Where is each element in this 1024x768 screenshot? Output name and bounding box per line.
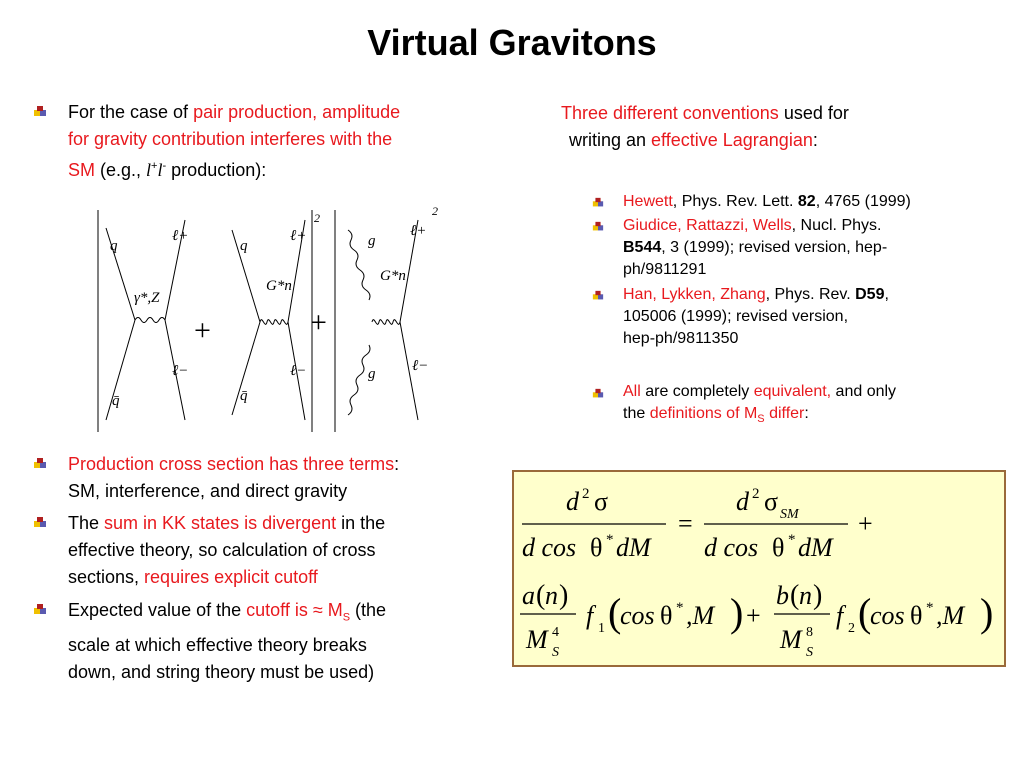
svg-text:,M: ,M: [936, 601, 965, 630]
d3-lm: ℓ−: [412, 358, 429, 374]
d3-g: g: [368, 233, 376, 249]
svg-text:): ): [813, 580, 823, 611]
bullet-icon: [33, 105, 47, 119]
svg-text:(: (: [790, 580, 800, 611]
bullet-divergent-sum: The sum in KK states is divergent in the effective theory, so calculation of cross sections, requires explicit cutoff: [68, 513, 386, 587]
svg-text:dM: dM: [798, 533, 833, 562]
d2-lm: ℓ−: [290, 363, 307, 379]
svg-text:σ: σ: [594, 487, 609, 516]
d2-q: q: [240, 238, 248, 254]
d2-lp: ℓ+: [290, 228, 307, 244]
svg-text:n: n: [545, 581, 558, 610]
svg-text:*: *: [926, 600, 934, 616]
d1-prop: γ*,Z: [134, 290, 160, 306]
svg-text:f: f: [836, 601, 844, 630]
svg-text:θ: θ: [910, 601, 923, 630]
ref-han: Han, Lykken, Zhang, Phys. Rev. D59, 105006 (1999); revised version, hep-ph/9811350: [623, 286, 889, 347]
svg-text:f: f: [586, 601, 594, 630]
feynman-diagrams: [90, 200, 450, 440]
ref-giudice: Giudice, Rattazzi, Wells, Nucl. Phys. B544, 3 (1999); revised version, hep- ph/9811291: [623, 217, 888, 278]
svg-text:*: *: [788, 532, 796, 548]
bullet-icon: [592, 221, 604, 233]
d3-gbar: g: [368, 366, 376, 382]
svg-text:1: 1: [598, 621, 605, 636]
svg-text:cos: cos: [620, 601, 655, 630]
bullet-cutoff: Expected value of the cutoff is ≈ $M_S$ (the scale at which effective theory breaks down, and string theory must be used): [68, 600, 387, 682]
svg-text:cos: cos: [870, 601, 905, 630]
all-equivalent-note: All are completely equivalent, and only the definitions of $M_S$ differ:: [623, 383, 897, 426]
svg-text:b: b: [776, 581, 789, 610]
svg-text:2: 2: [582, 486, 590, 502]
svg-text:M: M: [780, 625, 802, 654]
svg-text:d cos: d cos: [522, 533, 577, 562]
svg-text:4: 4: [552, 625, 559, 640]
svg-text:d: d: [566, 487, 579, 516]
svg-text:+: +: [858, 509, 873, 538]
conventions-intro: Three different conventions used for writing an effective Lagrangian:: [561, 103, 849, 150]
bullet-icon: [33, 457, 47, 471]
d3-square: 2: [432, 204, 438, 218]
d2-square: 2: [314, 211, 320, 225]
svg-text:SM: SM: [780, 507, 799, 522]
d3-prop: G*n: [380, 268, 406, 284]
svg-text:(: (: [536, 580, 546, 611]
slide-title: Virtual Gravitons: [367, 22, 657, 63]
bullet-icon: [592, 388, 604, 400]
svg-text:θ: θ: [772, 533, 785, 562]
cross-section-equation: [512, 470, 1006, 667]
d2-prop: G*n: [266, 278, 292, 294]
svg-text:dM: dM: [616, 533, 651, 562]
svg-text:8: 8: [806, 625, 813, 640]
svg-text:d cos: d cos: [704, 533, 759, 562]
svg-text:2: 2: [848, 621, 855, 636]
svg-text:θ: θ: [660, 601, 673, 630]
svg-text:,M: ,M: [686, 601, 715, 630]
bullet-pair-production: For the case of pair production, amplitude for gravity contribution interferes with the SM (e.g., l+l- production):: [68, 102, 401, 180]
svg-text:): ): [980, 590, 994, 635]
svg-text:2: 2: [752, 486, 760, 502]
d1-q: q: [110, 238, 118, 254]
svg-text:): ): [730, 590, 744, 635]
bullet-icon: [33, 516, 47, 530]
svg-text:): ): [559, 580, 569, 611]
svg-text:*: *: [606, 532, 614, 548]
ref-hewett: Hewett, Phys. Rev. Lett. 82, 4765 (1999): [623, 193, 911, 210]
svg-text:S: S: [552, 645, 559, 660]
svg-text:d: d: [736, 487, 749, 516]
bullet-three-terms: Production cross section has three terms: SM, interference, and direct gravity: [68, 454, 400, 501]
d3-lp: ℓ+: [410, 223, 427, 239]
bullet-icon: [592, 290, 604, 302]
svg-text:*: *: [676, 600, 684, 616]
bullet-icon: [592, 197, 604, 209]
svg-text:θ: θ: [590, 533, 603, 562]
svg-text:M: M: [526, 625, 548, 654]
plus-sign-1: +: [194, 314, 211, 347]
svg-text:=: =: [678, 509, 693, 538]
svg-text:(: (: [608, 590, 622, 635]
svg-text:S: S: [806, 645, 813, 660]
svg-text:a: a: [522, 581, 535, 610]
d1-lm: ℓ−: [172, 363, 189, 379]
d1-qbar: q̄: [112, 393, 120, 409]
svg-text:(: (: [858, 590, 872, 635]
bullet-icon: [33, 603, 47, 617]
svg-text:n: n: [799, 581, 812, 610]
d2-qbar: q̄: [240, 388, 248, 404]
svg-text:σ: σ: [764, 487, 779, 516]
svg-text:+: +: [746, 601, 761, 630]
plus-sign-2: +: [310, 306, 327, 339]
d1-lp: ℓ+: [172, 228, 189, 244]
